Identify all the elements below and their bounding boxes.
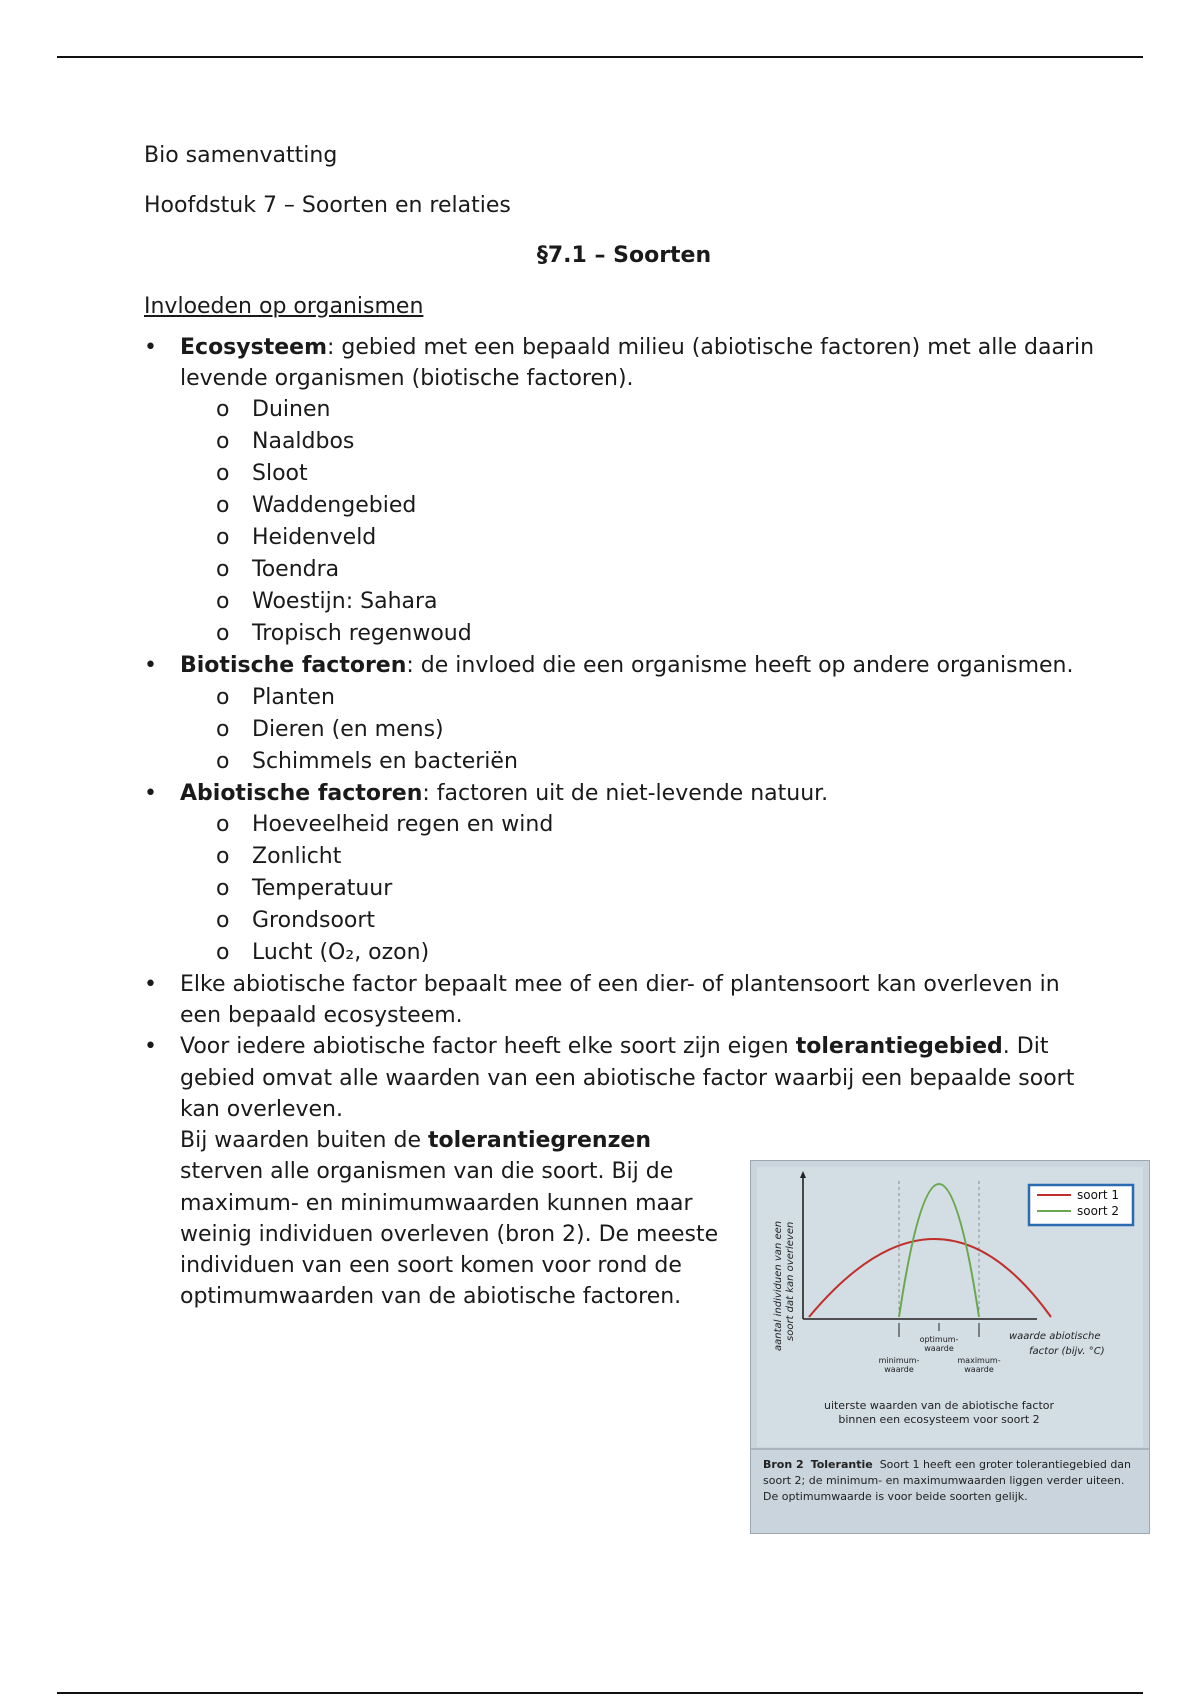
bullet-abiotisch [144,778,1104,969]
list-item: o Toendra [216,554,1104,586]
list-item: o Duinen [216,394,1104,426]
header-rule [57,56,1143,58]
minimum-label-1: minimum- [878,1356,920,1365]
doc-title: Bio samenvatting [144,143,338,168]
range-label-1: uiterste waarden van de abiotische factor [823,1399,1055,1412]
list-item: o Hoeveelheid regen en wind [216,809,1104,841]
list-item: o Heidenveld [216,522,1104,554]
text-tolerantie-pre: Voor iedere abiotische factor heeft elke soort zijn eigen [180,1034,796,1060]
text-elke: Elke abiotische factor bepaalt mee of een dier- of plantensoort kan overleven in een bepaald ecosysteem. [180,971,1060,1029]
list-item: o Naaldbos [216,426,1104,458]
list-item: o Woestijn: Sahara [216,586,1104,618]
y-axis-label-line-2: soort dat kan overleven [785,1221,796,1341]
bullet-biotisch [144,650,1104,777]
def-abiotisch: : factoren uit de niet-levende natuur. [422,780,829,806]
document-body [144,140,1104,1312]
caption-label: Bron 2 [763,1458,804,1471]
list-item: o Planten [216,682,1104,714]
text-tolerantie-post: . Dit gebied omvat alle waarden van een abiotische factor waarbij een bepaalde soort kan overleven. [180,1034,1075,1122]
def-ecosysteem: : gebied met een bepaald milieu (abiotische factoren) met alle daarin levende organismen (biotische factoren). [180,334,1095,392]
range-label-2: binnen een ecosysteem voor soort 2 [838,1413,1040,1426]
optimum-label-1: optimum- [919,1335,959,1344]
term-abiotisch: Abiotische factoren [180,780,423,806]
list-item: o Tropisch regenwoud [216,618,1104,650]
list-item: o Lucht (O₂, ozon) [216,937,1104,969]
def-biotisch: : de invloed die een organisme heeft op andere organismen. [406,653,1074,679]
text-grenzen-post: sterven alle organismen van die soort. Bij de maximum- en minimumwaarden kunnen maar weinig individuen overleven (bron 2). De meeste individuen van een soort komen voor rond de optimumwaarden van de abiotische factoren. [180,1159,719,1310]
sub-list-abiotisch [180,809,1104,969]
list-item: o Zonlicht [216,841,1104,873]
caption-title: Tolerantie [810,1458,873,1471]
tolerantie-paragraph [180,1125,740,1312]
bullet-ecosysteem [144,332,1104,650]
list-item: o Waddengebied [216,490,1104,522]
subheading: Invloeden op organismen [144,293,424,319]
list-item: o Dieren (en mens) [216,714,1104,746]
term-tolerantiegebied: tolerantiegebied [795,1034,1003,1060]
chapter-title: Hoofdstuk 7 – Soorten en relaties [144,193,511,219]
figure-bron2 [750,1160,1150,1534]
text-grenzen-pre: Bij waarden buiten de [180,1128,428,1154]
x-axis-label-line-1: waarde abiotische [1009,1331,1101,1342]
sub-list-ecosysteem [180,394,1104,650]
term-tolerantiegrenzen: tolerantiegrenzen [427,1128,651,1154]
y-axis-label-line-1: aantal individuen van een [773,1220,784,1351]
caption-text: Soort 1 heeft een groter tolerantiegebied dan soort 2; de minimum- en maximumwaarden liggen verder uiteen. De optimumwaarde is voor beide soorten gelijk. [763,1458,1132,1503]
figure-caption [763,1457,1137,1505]
term-ecosysteem: Ecosysteem [180,334,327,360]
list-item: o Schimmels en bacteriën [216,746,1104,778]
list-item: o Temperatuur [216,873,1104,905]
list-item: o Grondsoort [216,905,1104,937]
section-heading: §7.1 – Soorten [536,243,712,269]
term-biotisch: Biotische factoren [180,653,407,679]
sub-list-biotisch [180,682,1104,778]
legend-label-soort-1: soort 1 [1077,1188,1120,1202]
optimum-label-2: waarde [924,1344,954,1353]
minimum-label-2: waarde [884,1365,914,1374]
list-item: o Sloot [216,458,1104,490]
bullet-elke [144,969,1104,1031]
x-axis-label-line-2: factor (bijv. °C) [1029,1346,1105,1357]
legend-label-soort-2: soort 2 [1077,1204,1120,1218]
footer-rule [57,1692,1143,1694]
maximum-label-2: waarde [964,1365,994,1374]
maximum-label-1: maximum- [957,1356,1001,1365]
